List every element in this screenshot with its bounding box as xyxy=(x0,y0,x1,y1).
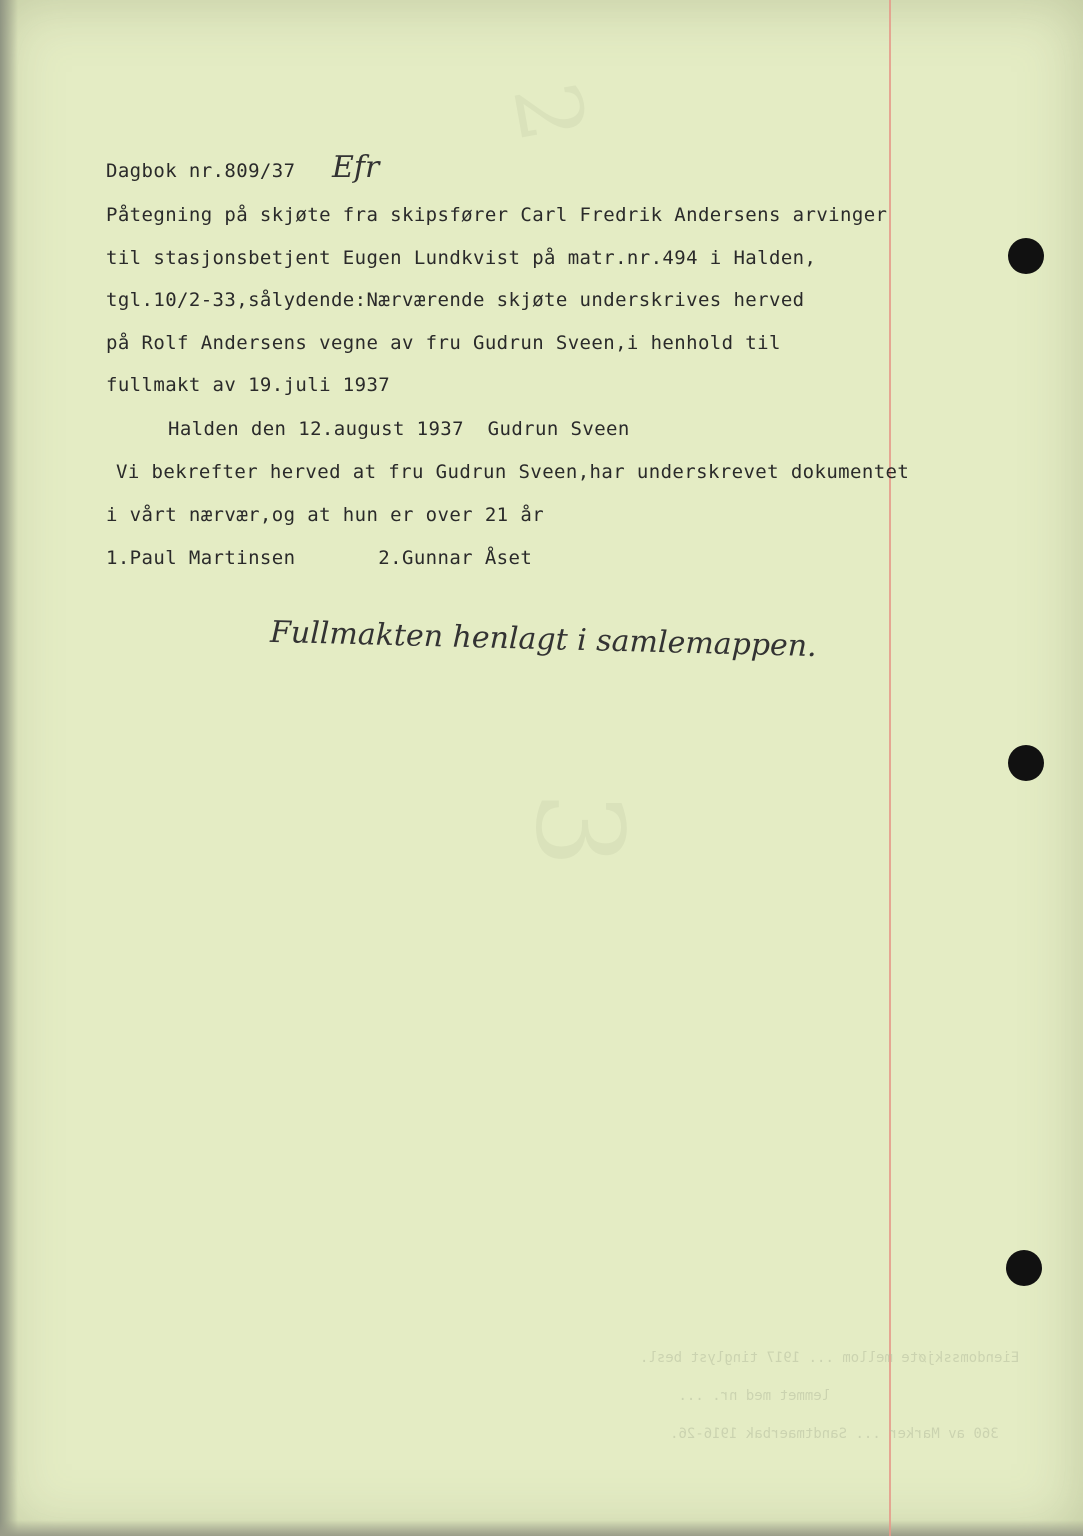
witness-line: i vårt nærvær,og at hun er over 21 år xyxy=(106,504,545,526)
journal-number: Dagbok nr.809/37 xyxy=(106,160,296,182)
bleed-through-mark: 2 xyxy=(491,75,606,150)
page-edge-shadow xyxy=(0,0,18,1536)
handwritten-note: Fullmakten henlagt i samlemappen. xyxy=(269,614,818,665)
body-line: tgl.10/2-33,sålydende:Nærværende skjøte underskrives herved xyxy=(106,289,805,311)
body-line: til stasjonsbetjent Eugen Lundkvist på matr.nr.494 i Halden, xyxy=(106,247,817,269)
margin-rule xyxy=(889,0,891,1536)
body-line: Påtegning på skjøte fra skipsfører Carl Fredrik Andersens arvinger xyxy=(106,204,888,226)
witness-names: 1.Paul Martinsen 2.Gunnar Åset xyxy=(106,547,533,569)
body-line: på Rolf Andersens vegne av fru Gudrun Sveen,i henhold til xyxy=(106,332,781,354)
page-bottom-shadow xyxy=(0,1520,1083,1536)
punch-hole xyxy=(1008,745,1044,781)
bleed-through-text: lemmet med nr. ... xyxy=(670,1388,831,1404)
bleed-through-text: Eiendomsskjøte mellom ... 1917 tinglyst besl. xyxy=(640,1350,1020,1366)
bleed-through-mark: 3 xyxy=(508,791,648,868)
dateline: Halden den 12.august 1937 Gudrun Sveen xyxy=(168,418,630,440)
witness-line: Vi bekrefter herved at fru Gudrun Sveen,har underskrevet dokumentet xyxy=(116,461,910,483)
punch-hole xyxy=(1006,1250,1042,1286)
bleed-through-text: 360 av Marker ... Sandtmaerbak 1916-26. xyxy=(670,1426,999,1442)
punch-hole xyxy=(1008,238,1044,274)
body-line: fullmakt av 19.juli 1937 xyxy=(106,374,391,396)
handwritten-initials: Efr xyxy=(332,150,380,185)
